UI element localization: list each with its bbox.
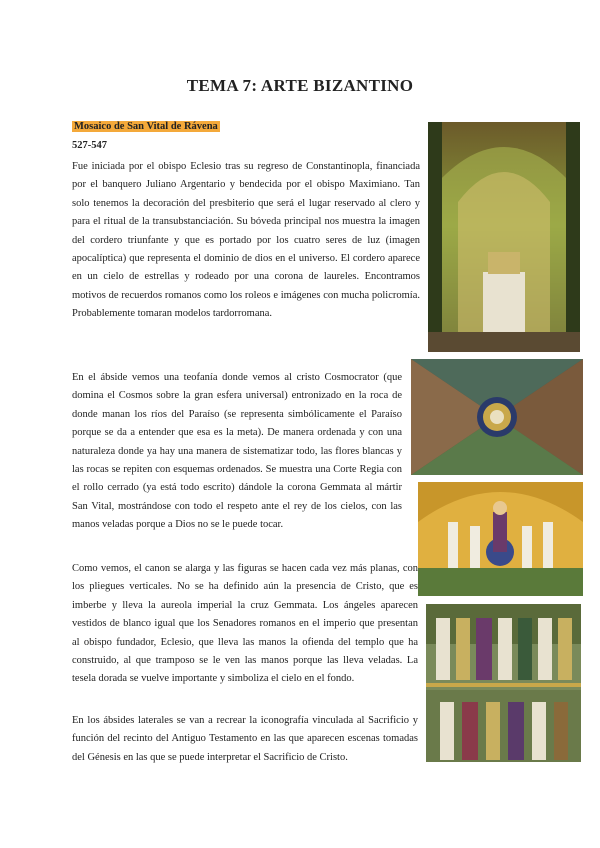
paragraph-3: Como vemos, el canon se alarga y las figuras se hacen cada vez más planas, con los pliegues verticales. No se ha definido aún la presencia de Cristo, que es imberbe y lleva la aureola imperial la cruz Gemmata. Los ángeles aparecen vestidos de blanco igual que los Senadores romanos en el imperio que presentan al obispo fundador, Eclesio, que lleva las manos la ofienda del templo que ha construido, al que tramposo se le ven las manos porque las lleva veladas. La tesela dorada se vuelve importante y simboliza el cielo en el fondo. (72, 563, 418, 685)
paragraph-1: Fue iniciada por el obispo Eclesio tras su regreso de Constantinopla, financiada por el banquero Juliano Argentario y bendecida por el obispo Maximiano. Tan solo tenemos la decoración del presbiterio que será el lugar reservado al clero y para el ritual de la transubstanciación. Su bóveda principal nos muestra la imagen del cordero triunfante y que es portado por los cuatro seres de luz (imagen apocalíptica) que representa el dominio de dios en el universo. El cordero aparece en un cielo de estrellas y rodeado por una corona de laureles. Encontramos motivos de recuerdos romanos como los roleos e imágenes con mucha policromía. Probablemente tomaran modelos tardorromana. (72, 161, 420, 320)
presbytery-photo (428, 122, 580, 352)
paragraph-2: En el ábside vemos una teofanía donde vemos al cristo Cosmocrator (que domina el Cosmos sobre la gran esfera universal) entronizado en la roca de donde manan los ríos del Paraíso (se representa simbólicamente el Paraíso porque se da a entender que esa es la meta). De manera ordenada y con una naturaleza donde ya hay una manera de sistematizar todo, las flores blancas y las rocas se repiten con esquemas ordenados. Se muestra una Corte Regia con el rollo cerrado (ya está todo escrito) dándole la corona Gemmata al mártir San Vital, mostrándose con todo el respeto ante el rey de los cielos, con las manos veladas porque a Dios no se le puede tocar. (72, 372, 402, 531)
paragraph-4: En los ábsides laterales se van a recrear la iconografía vinculada al Sacrificio y función del recinto del Antiguo Testamento en las que aparecen escenas tomadas del Génesis en las que se puede interpretar el Sacrificio de Cristo. (72, 715, 418, 763)
vault-mosaic-photo (411, 359, 583, 475)
court-mosaic-photo (426, 604, 581, 762)
apse-mosaic-photo (418, 482, 583, 596)
page-title: TEMA 7: ARTE BIZANTINO (186, 76, 414, 95)
section-heading: Mosaico de San Vital de Rávena (74, 121, 218, 132)
section-dates: 527-547 (72, 140, 107, 151)
